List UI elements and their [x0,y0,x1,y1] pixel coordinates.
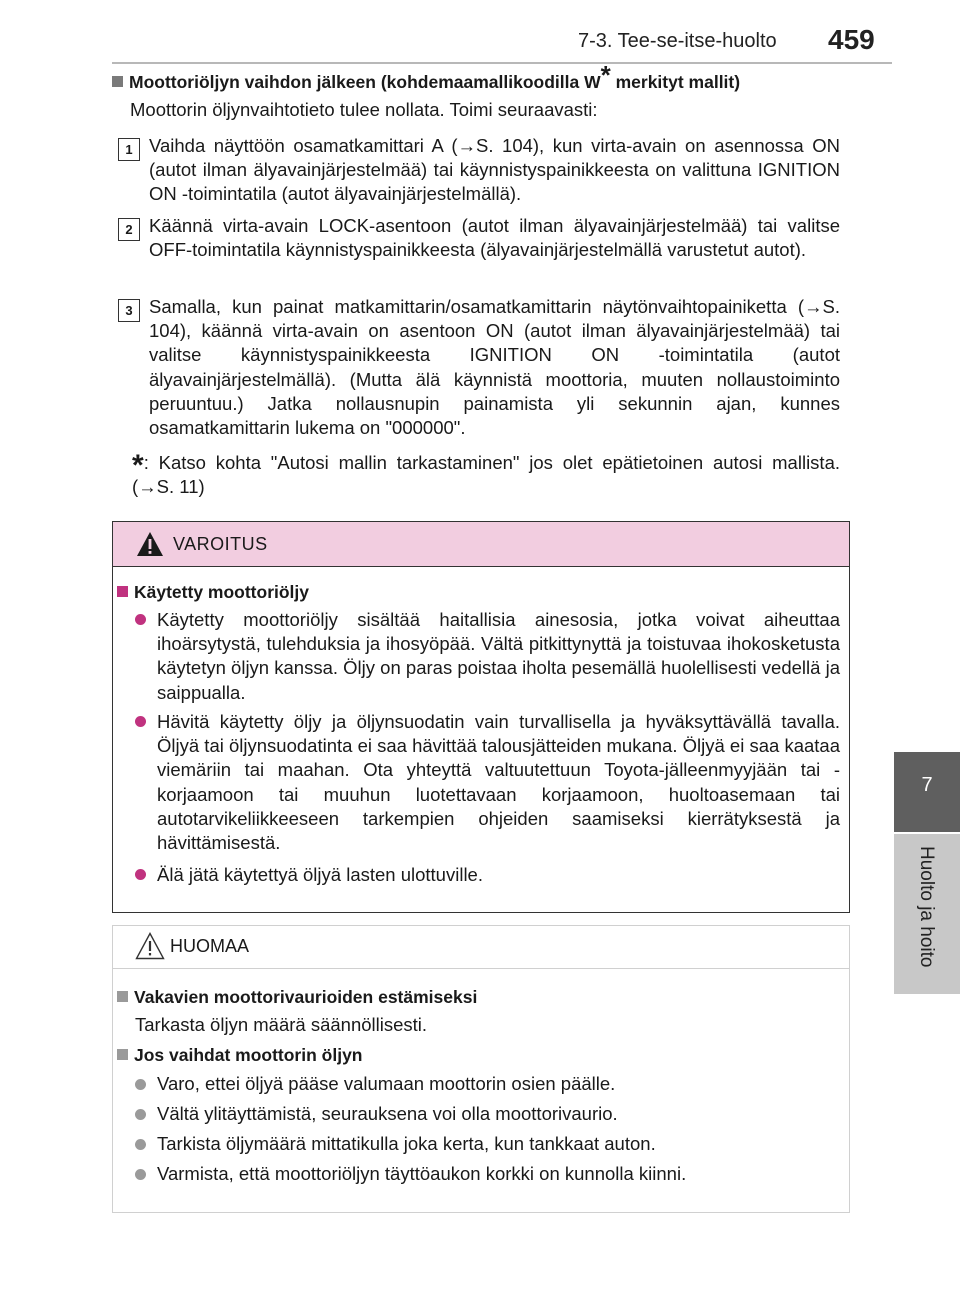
chapter-number: 7 [921,774,933,796]
notice-bullet-2: Vältä ylitäyttämistä, seurauksena voi olla moottorivaurio. [157,1103,618,1124]
caution-triangle-icon [135,932,165,960]
page-number: 459 [828,24,875,55]
notice-box [112,925,850,1213]
chapter-number-tab[interactable] [894,752,960,832]
warning-bullet-icon [135,716,146,727]
warning-bullet-1: Käytetty moottoriöljy sisältää haitallisia ainesosia, jotka voivat aiheuttaa ihoärsytystä, tulehduksia ja ihosyöpää. Vältä pitkittynyttä ja toistuvaa ihokosketusta käytetyn öljyn kanssa. Öljy on paras poistaa iholta pesemällä huolellisesti vedellä ja saippualla. [157,609,840,703]
step-number-3: 3 [118,299,140,322]
notice-bullet-3: Tarkista öljymäärä mittatikulla joka kerta, kun tankkaat auton. [157,1133,656,1154]
notice-bullet-icon [135,1109,146,1120]
notice-text-1: Tarkasta öljyn määrä säännöllisesti. [135,1014,428,1035]
heading-square-icon [112,76,123,87]
page-header [0,0,960,60]
notice-title: HUOMAA [170,936,250,956]
notice-square-icon [117,1049,128,1060]
chapter-title: Huolto ja hoito [916,846,937,968]
warning-heading: Käytetty moottoriöljy [117,582,309,603]
notice-square-icon [117,991,128,1002]
notice-header [113,926,849,969]
notice-bullet-icon [135,1079,146,1090]
step-number-1: 1 [118,138,140,161]
warning-bullet-icon [135,869,146,880]
notice-heading-2: Jos vaihdat moottorin öljyn [117,1045,363,1066]
header-divider [112,62,892,64]
warning-bullet-icon [135,614,146,625]
step-3-text: Samalla, kun painat matkamittarin/osamatkamittarin näytönvaihtopainiketta (→S. 104), käännä virta-avain on asentoon ON (autot ilman älyavainjärjestelmää) tai valitse käynnistyspainikkeesta IGNITION ON -toimintatila (autot älyavainjärjestelmällä). (Mutta älä käynnistä moottoria, muuten nollaustoiminto peruuntuu.) Jatka nollausnupin painamista yli sekunnin ajan, kunnes osamatkamittarin lukema on "000000". [149,296,840,439]
notice-bullet-4: Varmista, että moottoriöljyn täyttöaukon korkki on kunnolla kiinni. [157,1163,687,1184]
heading-star: * [600,60,611,90]
warning-title: VAROITUS [173,534,268,554]
step-1-text: Vaihda näyttöön osamatkamittari A (→S. 104), kun virta-avain on asennossa ON (autot ilman älyavainjärjestelmää) tai käynnistyspainikkeesta on valittuna IGNITION ON -toimintatila (autot älyavainjärjestelmällä). [149,135,840,205]
notice-bullet-1: Varo, ettei öljyä pääse valumaan moottorin osien päälle. [157,1073,616,1094]
chapter-title-tab[interactable] [894,834,960,994]
notice-bullet-icon [135,1139,146,1150]
step-number-2: 2 [118,218,140,241]
intro-text: Moottorin öljynvaihtotieto tulee nollata. Toimi seuraavasti: [130,99,598,120]
warning-box [112,521,850,913]
warning-bullet-3: Älä jätä käytettyä öljyä lasten ulottuville. [157,864,483,885]
section-heading: Moottoriöljyn vaihdon jälkeen (kohdemaamallikoodilla W* merkityt mallit) [112,72,852,93]
warning-bullet-2: Hävitä käytetty öljy ja öljynsuodatin vain turvallisella ja hyväksyttävällä tavalla. Öljyä tai öljynsuodatinta ei saa hävittää talousjätteiden mukana. Öljyä ei saa kaataa viemäriin tai maahan. Ota yhteyttä valtuutettuun Toyota-jälleenmyyjään tai -korjaamoon tai muuhun luotettavaan korjaamoon, huoltoasemaan tai autotarvikeliikkeeseen tarkempien ohjeiden saamiseksi kierrätyksestä ja hävittämisestä. [157,711,840,854]
warning-square-icon [117,586,128,597]
step-2-text: Käännä virta-avain LOCK-asentoon (autot ilman älyavainjärjestelmää) tai valitse OFF-toimintatila käynnistyspainikkeesta (älyavainjärjestelmällä varustetut autot). [149,215,840,261]
section-title: 7-3. Tee-se-itse-huolto [578,30,777,52]
notice-bullet-icon [135,1169,146,1180]
footnote-star: * [132,449,144,482]
warning-header [113,522,849,567]
notice-heading-1: Vakavien moottorivaurioiden estämiseksi [117,987,477,1008]
footnote [132,451,840,499]
footnote-text: : Katso kohta "Autosi mallin tarkastaminen" jos olet epätietoinen autosi mallista. (→S. 11) [132,452,840,498]
warning-triangle-icon [136,531,164,557]
